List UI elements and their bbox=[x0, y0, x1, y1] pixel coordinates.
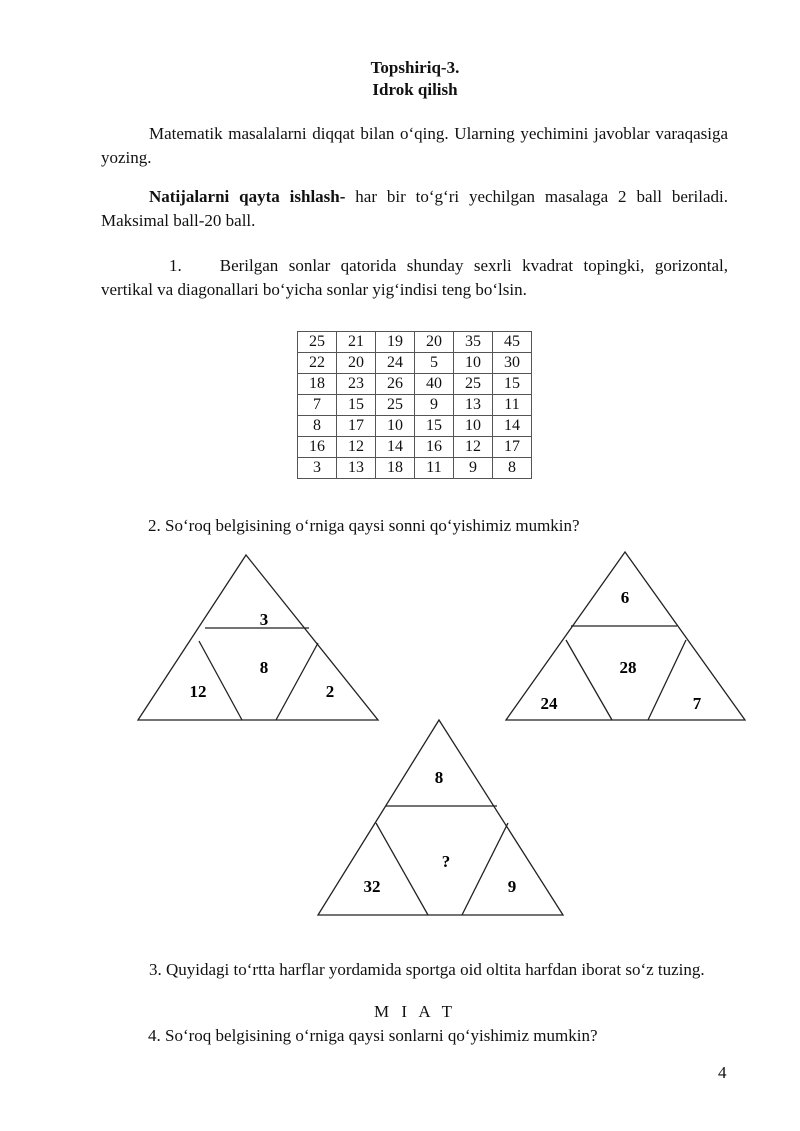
grid-cell: 15 bbox=[493, 374, 532, 395]
grid-cell: 20 bbox=[415, 332, 454, 353]
grid-cell: 25 bbox=[298, 332, 337, 353]
triangle-1-right: 2 bbox=[325, 682, 335, 701]
triangle-1-left: 12 bbox=[189, 682, 207, 701]
grid-cell: 19 bbox=[376, 332, 415, 353]
grid-cell: 18 bbox=[376, 458, 415, 479]
triangle-2-left: 24 bbox=[540, 694, 558, 713]
grid-cell: 17 bbox=[493, 437, 532, 458]
grid-cell: 26 bbox=[376, 374, 415, 395]
triangle-2-right: 7 bbox=[692, 694, 702, 713]
grid-cell: 11 bbox=[415, 458, 454, 479]
task3-letters: M I A T bbox=[373, 1002, 456, 1021]
task1-number: 1. bbox=[169, 256, 182, 275]
triangle-3-right: 9 bbox=[507, 877, 517, 896]
grid-cell: 24 bbox=[376, 353, 415, 374]
grid-cell: 17 bbox=[337, 416, 376, 437]
grid-cell: 18 bbox=[298, 374, 337, 395]
task4-text: 4. So‘roq belgisining o‘rniga qaysi sonlarni qo‘yishimiz mumkin? bbox=[148, 1026, 598, 1045]
triangle-2-top: 6 bbox=[620, 588, 630, 607]
grid-cell: 8 bbox=[298, 416, 337, 437]
grid-cell: 40 bbox=[415, 374, 454, 395]
triangle-2-center: 28 bbox=[619, 658, 637, 677]
grid-cell: 3 bbox=[298, 458, 337, 479]
grid-cell: 22 bbox=[298, 353, 337, 374]
page-number: 4 bbox=[718, 1063, 727, 1082]
grid-cell: 12 bbox=[337, 437, 376, 458]
triangle-3 bbox=[318, 720, 563, 915]
intro-text: Matematik masalalarni diqqat bilan o‘qing. Ularning yechimini javoblar varaqasiga yozing. bbox=[101, 124, 728, 167]
grid-cell: 35 bbox=[454, 332, 493, 353]
grid-cell: 5 bbox=[415, 353, 454, 374]
grid-cell: 14 bbox=[376, 437, 415, 458]
grid-cell: 30 bbox=[493, 353, 532, 374]
grid-cell: 16 bbox=[298, 437, 337, 458]
triangle-3-center: ? bbox=[441, 852, 451, 871]
task2-text: 2. So‘roq belgisining o‘rniga qaysi sonni qo‘yishimiz mumkin? bbox=[148, 516, 580, 535]
triangle-1-top: 3 bbox=[259, 610, 269, 629]
task3-text: 3. Quyidagi to‘rtta harflar yordamida sportga oid oltita harfdan iborat so‘z tuzing. bbox=[149, 960, 705, 979]
grid-cell: 20 bbox=[337, 353, 376, 374]
grid-cell: 13 bbox=[454, 395, 493, 416]
grid-cell: 23 bbox=[337, 374, 376, 395]
grid-cell: 15 bbox=[337, 395, 376, 416]
triangle-1 bbox=[138, 555, 378, 720]
grid-cell: 9 bbox=[415, 395, 454, 416]
scoring-text: har bir to‘g‘ri yechilgan masalaga 2 ball beriladi. Maksimal ball-20 ball. bbox=[101, 187, 728, 230]
grid-cell: 9 bbox=[454, 458, 493, 479]
grid-cell: 7 bbox=[298, 395, 337, 416]
grid-cell: 10 bbox=[376, 416, 415, 437]
triangle-3-left: 32 bbox=[363, 877, 381, 896]
scoring-lead: Natijalarni qayta ishlash- bbox=[149, 187, 346, 206]
grid-cell: 45 bbox=[493, 332, 532, 353]
triangle-1-center: 8 bbox=[259, 658, 269, 677]
triangle-3-top: 8 bbox=[434, 768, 444, 787]
grid-cell: 10 bbox=[454, 353, 493, 374]
task3-paragraph bbox=[101, 958, 728, 982]
grid-cell: 11 bbox=[493, 395, 532, 416]
grid-cell: 8 bbox=[493, 458, 532, 479]
page-title: Topshiriq-3. bbox=[370, 58, 460, 77]
grid-cell: 21 bbox=[337, 332, 376, 353]
grid-cell: 13 bbox=[337, 458, 376, 479]
grid-cell: 12 bbox=[454, 437, 493, 458]
grid-cell: 16 bbox=[415, 437, 454, 458]
grid-cell: 25 bbox=[454, 374, 493, 395]
grid-cell: 25 bbox=[376, 395, 415, 416]
grid-cell: 15 bbox=[415, 416, 454, 437]
grid-cell: 10 bbox=[454, 416, 493, 437]
grid-cell: 14 bbox=[493, 416, 532, 437]
task1-text: Berilgan sonlar qatorida shunday sexrli kvadrat topingki, gorizontal, vertikal va diagonallari bo‘yicha sonlar yig‘indisi teng bo‘lsin. bbox=[101, 256, 728, 299]
page-subtitle: Idrok qilish bbox=[372, 80, 458, 99]
